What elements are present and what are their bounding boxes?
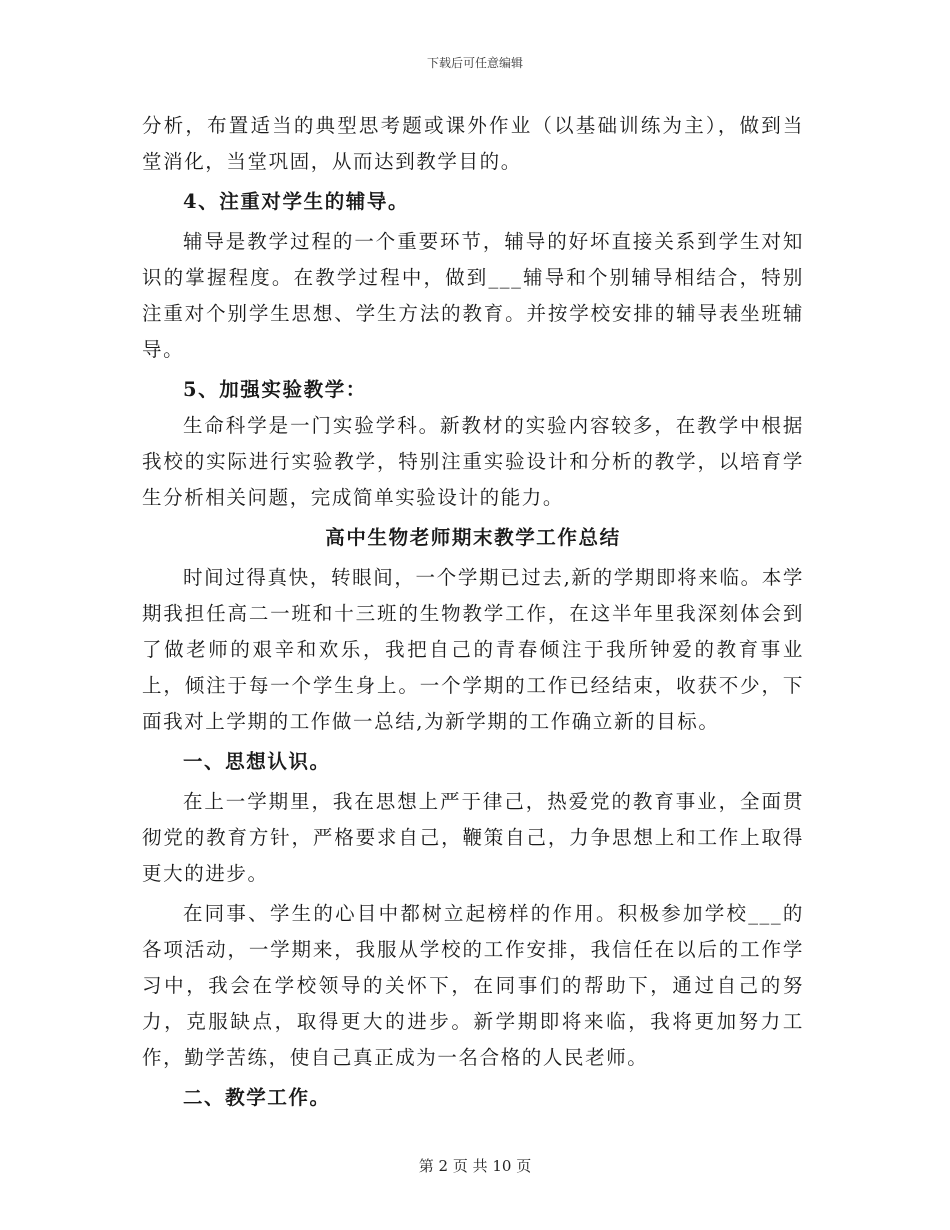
page-footer: 第 2 页 共 10 页 (418, 1157, 532, 1175)
paragraph-tutoring: 辅导是教学过程的一个重要环节，辅导的好坏直接关系到学生对知识的掌握程度。在教学过程中，做到___辅导和个别辅导相结合，特别注重对个别学生思想、学生方法的教育。并按学校安排的辅导表坐班辅导。 (142, 230, 804, 361)
document-body (142, 108, 804, 1116)
paragraph-continued: 分析，布置适当的典型思考题或课外作业（以基础训练为主），做到当堂消化，当堂巩固，从而达到教学目的。 (142, 114, 804, 173)
paragraph-ideology: 在上一学期里，我在思想上严于律己，热爱党的教育事业，全面贯彻党的教育方针，严格要求自己，鞭策自己，力争思想上和工作上取得更大的进步。 (142, 790, 804, 885)
paragraph-experiment: 生命科学是一门实验学科。新教材的实验内容较多，在教学中根据我校的实际进行实验教学，特别注重实验设计和分析的教学，以培育学生分析相关问题，完成简单实验设计的能力。 (142, 414, 804, 509)
page-header: 下载后可任意编辑 (426, 56, 523, 70)
section-heading-5: 5、加强实验教学： (182, 378, 367, 401)
document-title: 高中生物老师期末教学工作总结 (325, 526, 621, 549)
section-heading-ideology: 一、思想认识。 (182, 750, 331, 773)
paragraph-role-model: 在同事、学生的心目中都树立起榜样的作用。积极参加学校___的各项活动，一学期来，我服从学校的工作安排，我信任在以后的工作学习中，我会在学校领导的关怀下，在同事们的帮助下，通过自己的努力，克服缺点，取得更大的进步。新学期即将来临，我将更加努力工作，勤学苦练，使自己真正成为一名合格的人民老师。 (142, 902, 804, 1069)
section-heading-teaching: 二、教学工作。 (182, 1086, 331, 1109)
section-heading-4: 4、注重对学生的辅导。 (182, 190, 410, 213)
paragraph-intro: 时间过得真快，转眼间，一个学期已过去,新的学期即将来临。本学期我担任高二一班和十三班的生物教学工作，在这半年里我深刻体会到了做老师的艰辛和欢乐，我把自己的青春倾注于我所钟爱的教育事业上，倾注于每一个学生身上。一个学期的工作已经结束，收获不少，下面我对上学期的工作做一总结,为新学期的工作确立新的目标。 (142, 566, 804, 733)
